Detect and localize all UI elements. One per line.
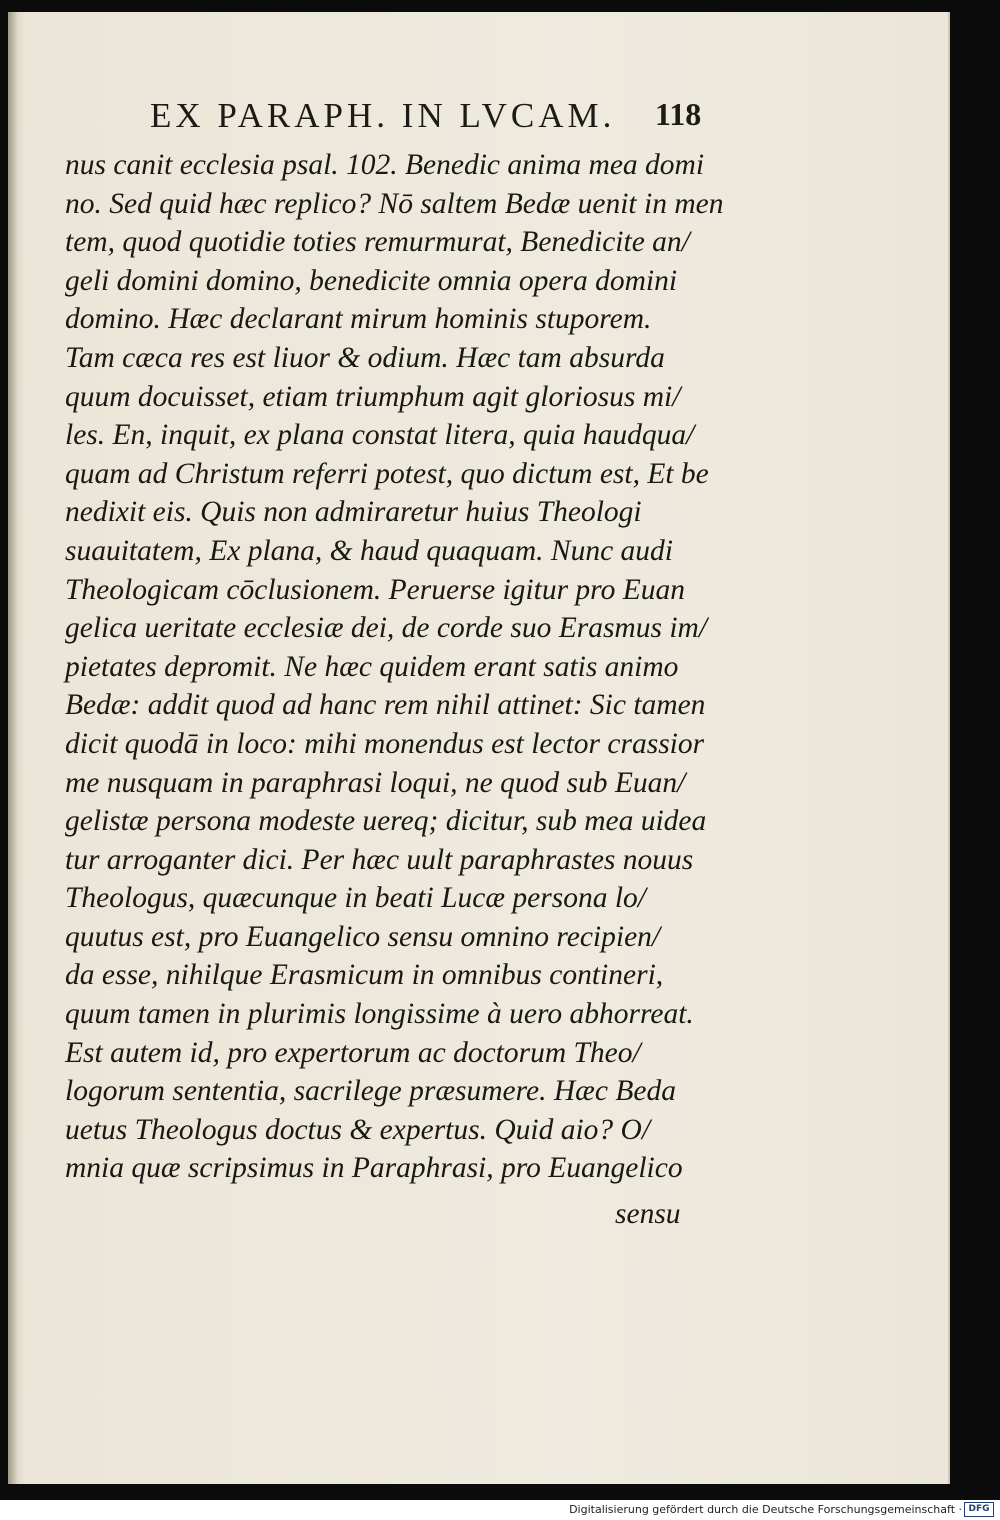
text-line: gelica ueritate ecclesiæ dei, de corde suo Erasmus im/	[65, 612, 708, 645]
text-line: me nusquam in paraphrasi loqui, ne quod sub Euan/	[65, 766, 686, 799]
catchword: sensu	[615, 1198, 681, 1230]
text-line: geli domini domino, benedicite omnia opera domini	[65, 264, 678, 297]
text-line: pietates depromit. Ne hæc quidem erant satis animo	[65, 650, 679, 683]
text-line: Bedæ: addit quod ad hanc rem nihil attinet: Sic tamen	[65, 689, 706, 722]
gutter-shadow	[8, 12, 18, 1484]
text-line: tem, quod quotidie toties remurmurat, Benedicite an/	[65, 226, 690, 259]
text-line: domino. Hæc declarant mirum hominis stuporem.	[65, 303, 652, 336]
text-line: quum docuisset, etiam triumphum agit gloriosus mi/	[65, 380, 681, 413]
text-line: quum tamen in plurimis longissime à uero abhorreat.	[65, 998, 694, 1031]
text-line: les. En, inquit, ex plana constat litera, quia haudqua/	[65, 419, 695, 452]
text-line: da esse, nihilque Erasmicum in omnibus contineri,	[65, 959, 664, 992]
text-line: nedixit eis. Quis non admiraretur huius Theologi	[65, 496, 642, 529]
text-line: mnia quæ scripsimus in Paraphrasi, pro Euangelico	[65, 1152, 683, 1185]
text-line: no. Sed quid hæc replico? Nō saltem Bedæ uenit in men	[65, 187, 724, 220]
running-head: EX PARAPH. IN LVCAM.	[150, 96, 616, 135]
text-line: gelistæ persona modeste uereq; dicitur, sub mea uidea	[65, 805, 707, 838]
body-text	[65, 146, 725, 1188]
text-line: Est autem id, pro expertorum ac doctorum Theo/	[65, 1036, 641, 1069]
text-line: nus canit ecclesia psal. 102. Benedic anima mea domi	[65, 149, 705, 181]
funding-credit: Digitalisierung gefördert durch die Deutsche Forschungsgemeinschaft ·	[569, 1503, 962, 1516]
text-line: suauitatem, Ex plana, & haud quaquam. Nunc audi	[65, 534, 673, 567]
text-line: quutus est, pro Euangelico sensu omnino recipien/	[65, 920, 661, 953]
text-line: Theologicam cōclusionem. Peruerse igitur pro Euan	[65, 573, 685, 606]
text-line: quam ad Christum referri potest, quo dictum est, Et be	[65, 457, 709, 490]
text-line: Theologus, quæcunque in beati Lucæ persona lo/	[65, 882, 646, 915]
text-line: Tam cæca res est liuor & odium. Hæc tam absurda	[65, 341, 665, 374]
text-line: uetus Theologus doctus & expertus. Quid aio? O/	[65, 1113, 651, 1146]
text-line: logorum sententia, sacrilege præsumere. Hæc Beda	[65, 1075, 676, 1108]
text-line: tur arroganter dici. Per hæc uult paraphrastes nouus	[65, 843, 694, 876]
page-number: 118	[655, 96, 702, 132]
dfg-logo[interactable]: DFG	[964, 1502, 994, 1517]
text-line: dicit quodā in loco: mihi monendus est lector crassior	[65, 727, 705, 760]
